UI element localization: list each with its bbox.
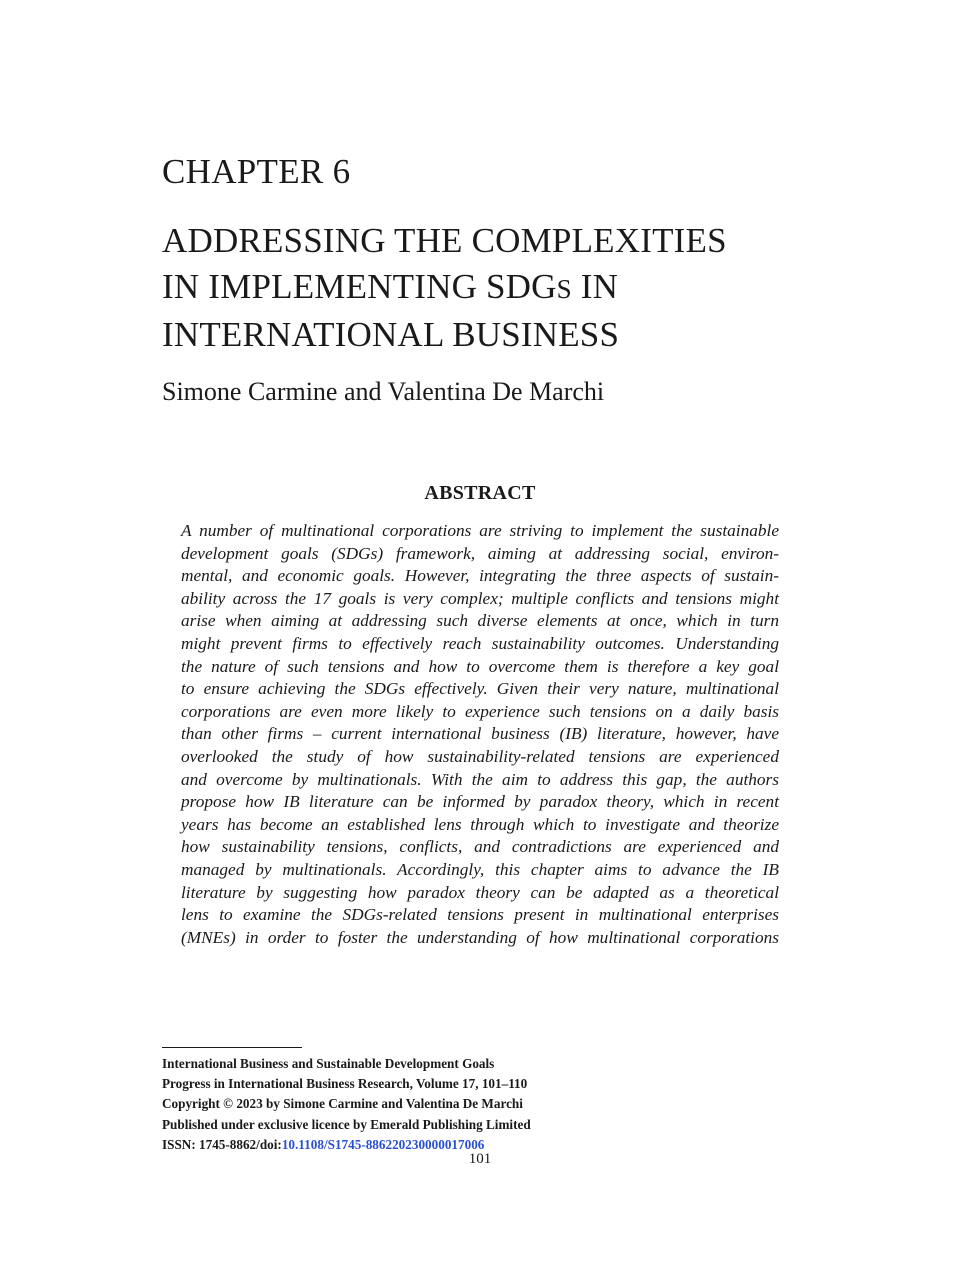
page-number: 101 bbox=[468, 1151, 492, 1167]
abstract-line: overlooked the study of how sustainability-related tensions are experienced bbox=[181, 746, 779, 766]
abstract-line: the nature of such tensions and how to overcome them is therefore a key goal bbox=[181, 656, 779, 676]
abstract-line: A number of multinational corporations are striving to implement the sustainable bbox=[181, 521, 779, 540]
chapter-authors: Simone Carmine and Valentina De Marchi bbox=[162, 377, 605, 406]
abstract-line: corporations are even more likely to experience such tensions on a daily basis bbox=[181, 701, 779, 721]
abstract-line: development goals (SDGs) framework, aiming at addressing social, environ- bbox=[181, 543, 779, 563]
abstract-line: (MNEs) in order to foster the understanding of how multinational corporations bbox=[181, 927, 779, 947]
abstract-line: years has become an established lens through which to investigate and theorize bbox=[181, 814, 779, 834]
abstract-line: propose how IB literature can be informed by paradox theory, which in recent bbox=[181, 792, 779, 812]
footnote-copyright: Copyright © 2023 by Simone Carmine and Valentina De Marchi bbox=[162, 1096, 523, 1112]
abstract-line: to ensure achieving the SDGs effectively. Given their very nature, multinational bbox=[181, 679, 779, 699]
abstract-line: managed by multinationals. Accordingly, this chapter aims to advance the IB bbox=[181, 859, 779, 879]
abstract-line: and overcome by multinationals. With the aim to address this gap, the authors bbox=[181, 769, 779, 789]
abstract-body bbox=[181, 520, 779, 949]
doi-link[interactable]: 10.1108/S1745-886220230000017006 bbox=[281, 1136, 485, 1152]
footnote-book-title: International Business and Sustainable Development Goals bbox=[162, 1056, 495, 1071]
abstract-line: ability across the 17 goals is very complex; multiple conflicts and tensions might bbox=[181, 588, 779, 608]
footnote-series: Progress in International Business Research, Volume 17, 101–110 bbox=[162, 1076, 528, 1092]
abstract-line: mental, and economic goals. However, integrating the three aspects of sustain- bbox=[181, 566, 779, 586]
abstract-line: arise when aiming at addressing such diverse elements at once, which in turn bbox=[181, 611, 779, 631]
abstract-line: than other firms – current international business (IB) literature, however, have bbox=[181, 724, 779, 744]
abstract-line: literature by suggesting how paradox theory can be adapted as a theoretical bbox=[181, 882, 779, 902]
abstract-line: how sustainability tensions, conflicts, and contradictions are experienced and bbox=[181, 837, 779, 857]
chapter-label: CHAPTER 6 bbox=[162, 152, 351, 191]
chapter-title-line-1: ADDRESSING THE COMPLEXITIES bbox=[162, 221, 727, 260]
chapter-title bbox=[162, 218, 822, 358]
abstract-line: lens to examine the SDGs-related tensions present in multinational enterprises bbox=[181, 905, 779, 925]
chapter-title-smallcaps-s: S bbox=[556, 274, 572, 304]
chapter-title-line-2-tail: IN bbox=[571, 267, 619, 306]
footnote-issn: ISSN: 1745-8862/doi: bbox=[162, 1136, 282, 1152]
footnote-divider bbox=[162, 1047, 302, 1048]
chapter-title-line-2 bbox=[162, 264, 822, 312]
abstract-line: might prevent firms to effectively reach sustainability outcomes. Understanding bbox=[181, 633, 779, 653]
publication-footnote bbox=[162, 1054, 682, 1155]
chapter-title-line-2-main: IN IMPLEMENTING SDG bbox=[162, 267, 557, 306]
abstract-heading: ABSTRACT bbox=[424, 482, 536, 504]
footnote-publisher: Published under exclusive licence by Emerald Publishing Limited bbox=[162, 1116, 531, 1132]
chapter-title-line-3: INTERNATIONAL BUSINESS bbox=[162, 315, 620, 354]
